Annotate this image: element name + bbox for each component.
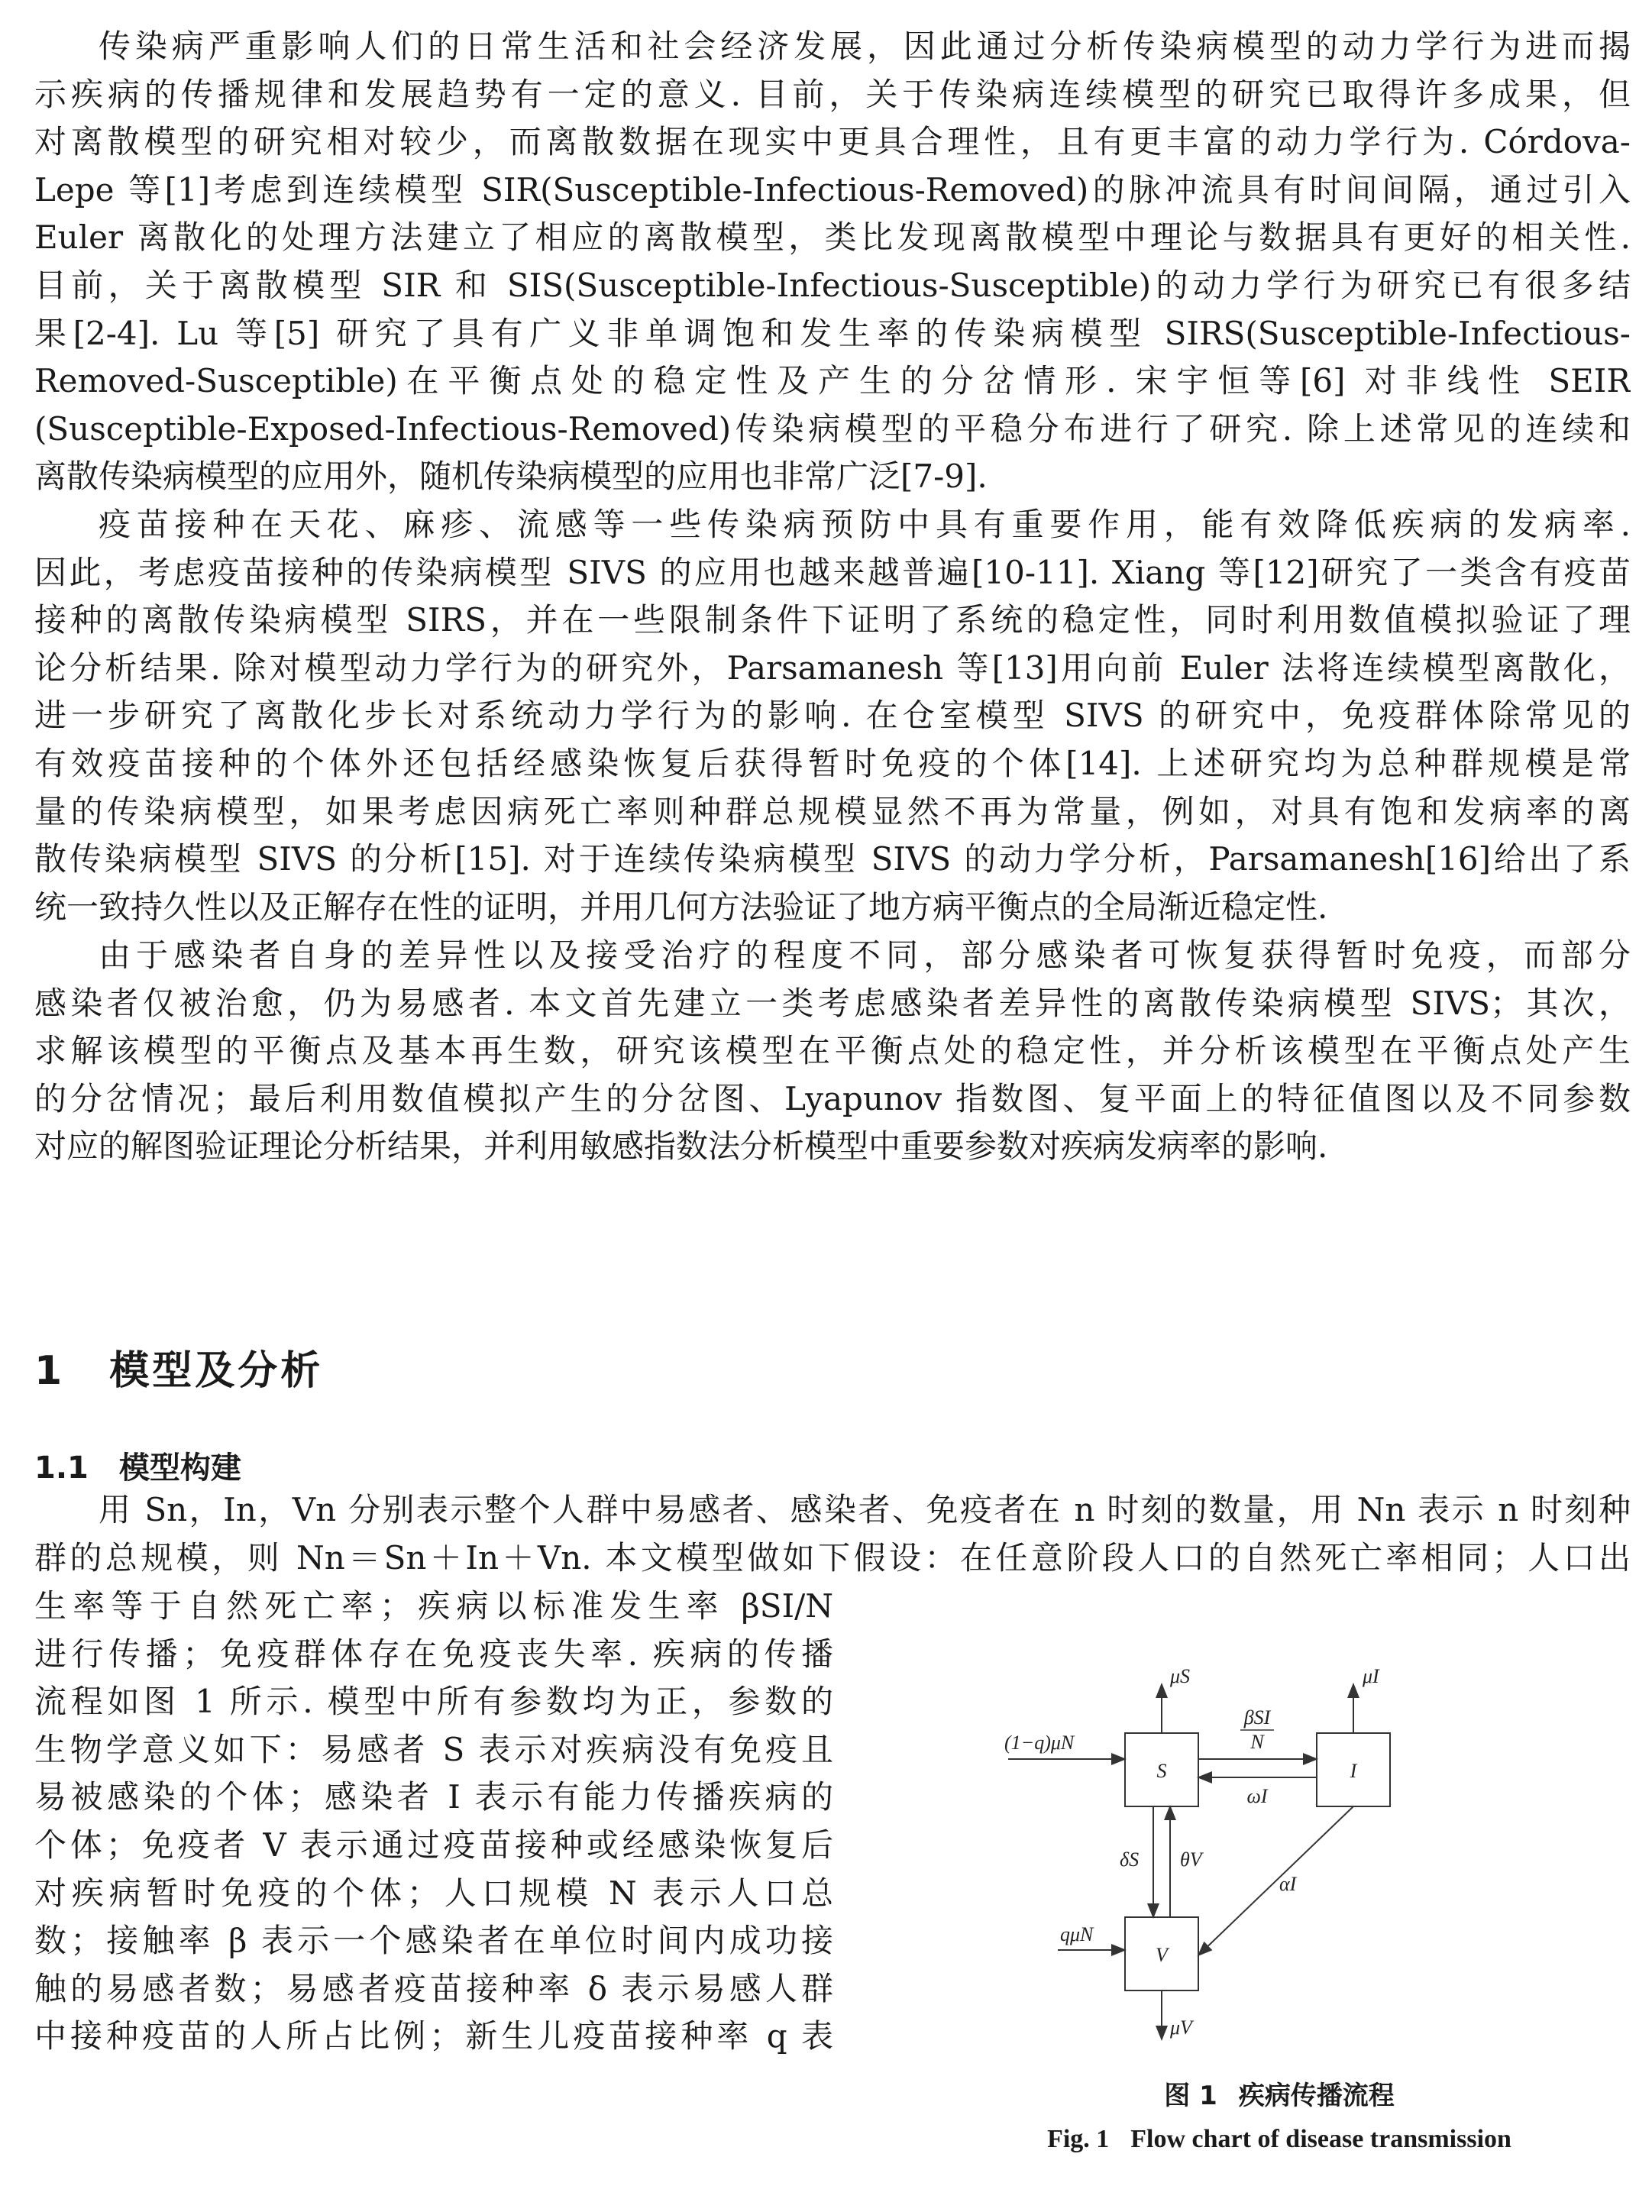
paragraph-model-setup xyxy=(34,1486,1631,1582)
text-line: 易被感染的个体；感染者 I 表示有能力传播疾病的 xyxy=(34,1778,833,1816)
label-alpha: αI xyxy=(1279,1873,1297,1895)
text-line: 离散传染病模型的应用外，随机传染病模型的应用也非常广泛[7-9]. xyxy=(34,458,988,496)
label-mu-i: μI xyxy=(1363,1665,1379,1687)
text-line: Euler 离散化的处理方法建立了相应的离散模型，类比发现离散模型中理论与数据具有更好的相关性. xyxy=(34,218,1631,257)
label-theta: θV xyxy=(1180,1848,1202,1871)
label-delta: δS xyxy=(1120,1848,1140,1871)
text-line: 群的总规模，则 Nn＝Sn＋In＋Vn. 本文模型做如下假设：在任意阶段人口的自然死亡率相同；人口出 xyxy=(34,1538,1631,1577)
text-line: 对应的解图验证理论分析结果，并利用敏感指数法分析模型中重要参数对疾病发病率的影响. xyxy=(34,1127,1328,1166)
text-line: 进一步研究了离散化步长对系统动力学行为的影响. 在仓室模型 SIVS 的研究中，免疫群体除常见的 xyxy=(34,697,1631,735)
text-line: 触的易感者数；易感者疫苗接种率 δ 表示易感人群 xyxy=(34,1969,833,2007)
label-beta-numerator: βSI xyxy=(1243,1706,1271,1729)
node-v-label: V xyxy=(1156,1944,1168,1966)
text-line: 由于感染者自身的差异性以及接受治疗的程度不同，部分感染者可恢复获得暂时免疫，而部分 xyxy=(99,936,1631,974)
text-line: 因此，考虑疫苗接种的传染病模型 SIVS 的应用也越来越普遍[10-11]. Xiang 等[12]研究了一类含有疫苗 xyxy=(34,553,1631,591)
text-line: 目前，关于离散模型 SIR 和 SIS(Susceptible-Infectious-Susceptible)的动力学行为研究已有很多结 xyxy=(34,266,1631,304)
section-heading xyxy=(34,1338,323,1395)
text-line: 传染病严重影响人们的日常生活和社会经济发展，因此通过分析传染病模型的动力学行为进而揭 xyxy=(99,27,1631,65)
label-mu-v: μV xyxy=(1170,2016,1192,2039)
figure-title-cn: 疾病传播流程 xyxy=(1238,2081,1395,2111)
text-line: 量的传染病模型，如果考虑因病死亡率则种群总规模显然不再为常量，例如，对具有饱和发病率的离 xyxy=(34,792,1631,830)
text-line: (Susceptible-Exposed-Infectious-Removed)传染病模型的平稳分布进行了研究. 除上述常见的连续和 xyxy=(34,409,1631,448)
text-line: 个体；免疫者 V 表示通过疫苗接种或经感染恢复后 xyxy=(34,1826,833,1864)
text-line: 对疾病暂时免疫的个体；人口规模 N 表示人口总 xyxy=(34,1874,833,1912)
figure-title-en: Flow chart of disease transmission xyxy=(1130,2125,1511,2153)
subsection-title: 模型构建 xyxy=(118,1450,241,1486)
text-line: 疫苗接种在天花、麻疹、流感等一些传染病预防中具有重要作用，能有效降低疾病的发病率. xyxy=(99,506,1631,543)
text-line: Removed-Susceptible)在平衡点处的稳定性及产生的分岔情形. 宋宇恒等[6] 对非线性 SEIR xyxy=(34,362,1631,400)
figure-number-cn: 图 1 xyxy=(1164,2081,1217,2111)
text-line: 对离散模型的研究相对较少，而离散数据在现实中更具合理性，且有更丰富的动力学行为. Córdova- xyxy=(34,123,1631,161)
arrow-recovery-alpha xyxy=(1198,1806,1353,1955)
label-beta-denominator: N xyxy=(1250,1731,1264,1753)
text-line: 生率等于自然死亡率；疾病以标准发生率 βSI/N xyxy=(34,1587,833,1625)
text-line: Lepe 等[1]考虑到连续模型 SIR(Susceptible-Infectious-Removed)的脉冲流具有时间间隔，通过引入 xyxy=(34,170,1631,209)
figure-flow-chart xyxy=(947,1654,1612,2051)
paragraph-vaccination xyxy=(34,501,1631,931)
paragraph-model-assumptions xyxy=(34,1583,833,2061)
node-s-label: S xyxy=(1156,1760,1167,1782)
subsection-number: 1.1 xyxy=(34,1450,89,1486)
label-inflow-s: (1−q)μN xyxy=(1004,1732,1075,1754)
subsection-heading xyxy=(34,1444,241,1487)
text-line: 流程如图 1 所示. 模型中所有参数均为正，参数的 xyxy=(34,1683,833,1721)
text-line: 有效疫苗接种的个体外还包括经感染恢复后获得暂时免疫的个体[14]. 上述研究均为总种群规模是常 xyxy=(34,744,1631,782)
text-line: 果[2-4]. Lu 等[5] 研究了具有广义非单调饱和发生率的传染病模型 SIRS(Susceptible-Infectious- xyxy=(34,314,1631,352)
text-line: 感染者仅被治愈，仍为易感者. 本文首先建立一类考虑感染者差异性的离散传染病模型 SIVS；其次， xyxy=(34,984,1631,1022)
text-line: 接种的离散传染病模型 SIRS，并在一些限制条件下证明了系统的稳定性，同时利用数值模拟验证了理 xyxy=(34,601,1631,639)
label-inflow-v: qμN xyxy=(1060,1923,1094,1945)
text-line: 用 Sn，In，Vn 分别表示整个人群中易感者、感染者、免疫者在 n 时刻的数量，用 Nn 表示 n 时刻种 xyxy=(99,1491,1631,1528)
label-mu-s: μS xyxy=(1170,1665,1191,1687)
figure-caption-english xyxy=(947,2125,1612,2154)
text-line: 的分岔情况；最后利用数值模拟产生的分岔图、Lyapunov 指数图、复平面上的特征值图以及不同参数 xyxy=(34,1079,1631,1117)
text-line: 示疾病的传播规律和发展趋势有一定的意义. 目前，关于传染病连续模型的研究已取得许多成果，但 xyxy=(34,75,1631,113)
text-line: 求解该模型的平衡点及基本再生数，研究该模型在平衡点处的稳定性，并分析该模型在平衡点处产生 xyxy=(34,1032,1631,1070)
text-line: 统一致持久性以及正解存在性的证明，并用几何方法验证了地方病平衡点的全局渐近稳定性. xyxy=(34,888,1328,926)
section-title: 模型及分析 xyxy=(109,1348,324,1394)
text-line: 生物学意义如下：易感者 S 表示对疾病没有免疫且 xyxy=(34,1730,833,1768)
node-i-label: I xyxy=(1350,1760,1357,1782)
text-line: 中接种疫苗的人所占比例；新生儿疫苗接种率 q 表 xyxy=(34,2017,833,2055)
text-line: 数；接触率 β 表示一个感染者在单位时间内成功接 xyxy=(34,1922,833,1960)
text-line: 散传染病模型 SIVS 的分析[15]. 对于连续传染病模型 SIVS 的动力学分析，Parsamanesh[16]给出了系 xyxy=(34,840,1631,878)
figure-number-en: Fig. 1 xyxy=(1047,2125,1110,2153)
text-line: 论分析结果. 除对模型动力学行为的研究外，Parsamanesh 等[13]用向前 Euler 法将连续模型离散化， xyxy=(34,648,1631,687)
flow-chart-diagram xyxy=(947,1654,1612,2051)
label-omega: ωI xyxy=(1246,1785,1268,1807)
text-line: 进行传播；免疫群体存在免疫丧失率. 疾病的传播 xyxy=(34,1635,833,1673)
section-number: 1 xyxy=(34,1348,66,1394)
paragraph-contribution xyxy=(34,932,1631,1171)
figure-caption-chinese xyxy=(947,2075,1612,2112)
paragraph-introduction xyxy=(34,23,1631,501)
